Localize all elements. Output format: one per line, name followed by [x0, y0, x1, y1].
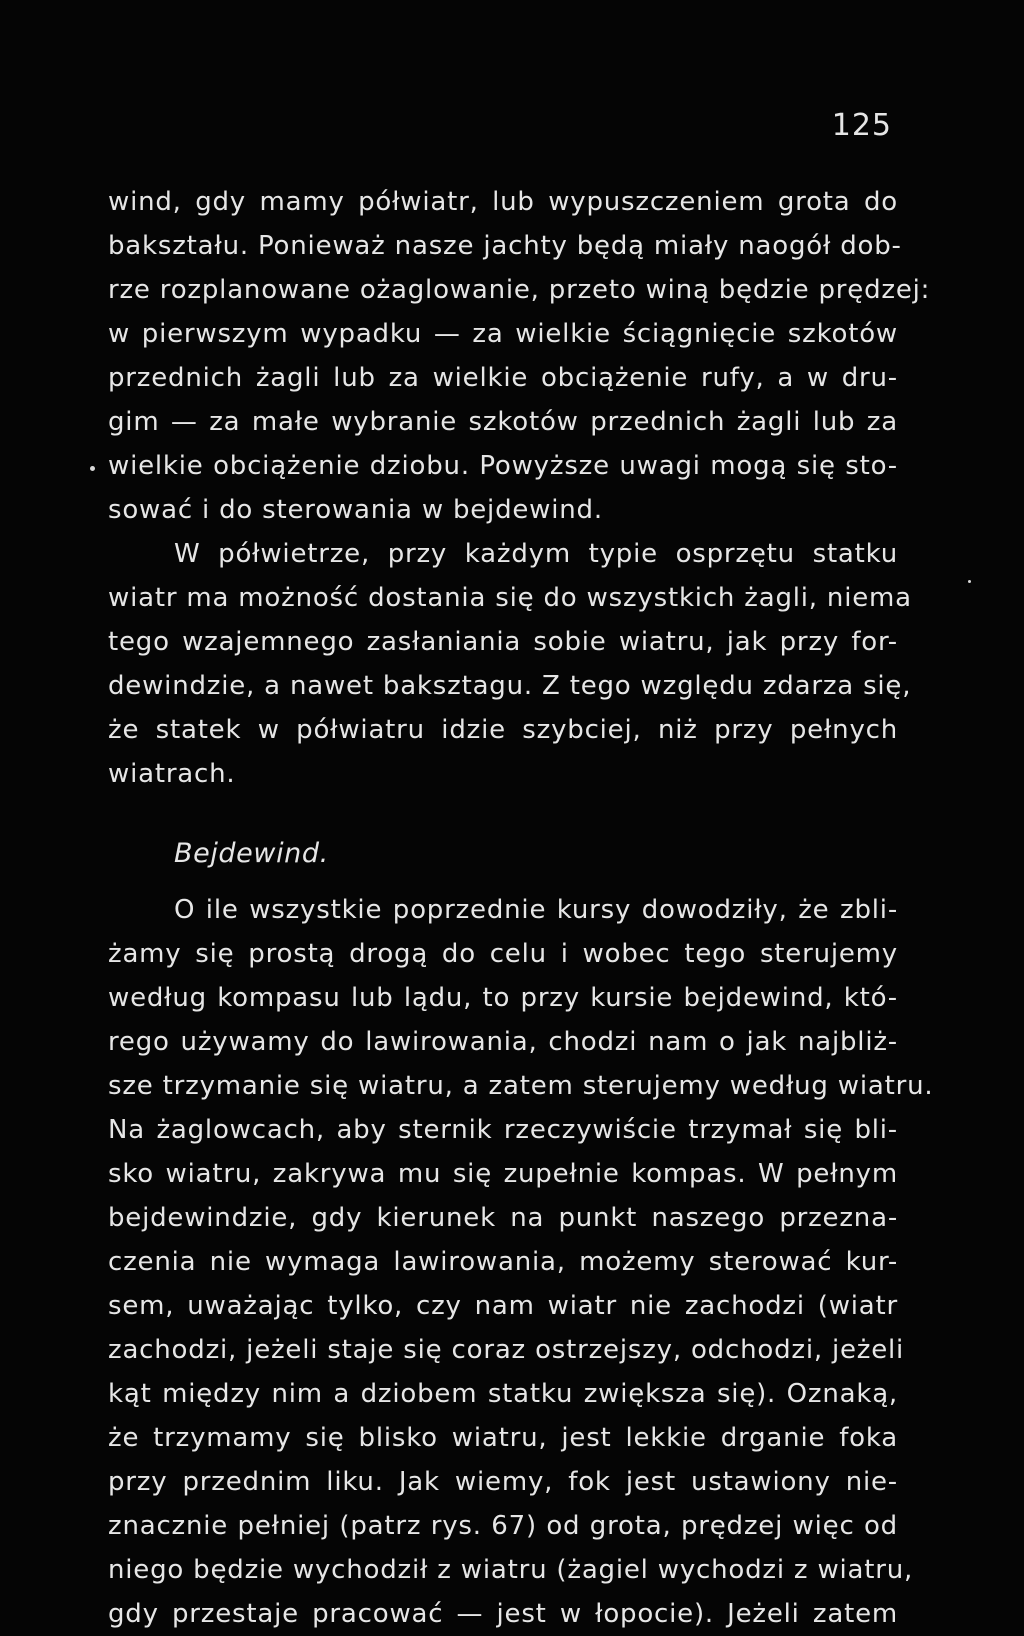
text-line: znacznie pełniej (patrz rys. 67) od grota, prędzej więc od	[108, 1511, 898, 1541]
paragraph-2	[108, 532, 912, 796]
text-line: zachodzi, jeżeli staje się coraz ostrzejszy, odchodzi, jeżeli	[108, 1335, 905, 1365]
text-line: bejdewindzie, gdy kierunek na punkt naszego przezna-	[108, 1203, 898, 1233]
text-line: według kompasu lub lądu, to przy kursie bejdewind, któ-	[108, 983, 898, 1013]
paragraph-1	[108, 180, 931, 532]
text-line: rego używamy do lawirowania, chodzi nam o jak najbliż-	[108, 1027, 898, 1057]
text-line: przednich żagli lub za wielkie obciążenie rufy, a w dru-	[108, 363, 898, 393]
text-line: że statek w półwiatru idzie szybciej, niż przy pełnych	[108, 715, 898, 745]
section-heading: Bejdewind.	[174, 838, 329, 869]
text-line: wiatr ma możność dostania się do wszystkich żagli, niema	[108, 583, 912, 613]
text-line: bakształu. Ponieważ nasze jachty będą miały naogół dob-	[108, 231, 902, 261]
text-line: wind, gdy mamy półwiatr, lub wypuszczeniem grota do	[108, 187, 898, 217]
text-line: rze rozplanowane ożaglowanie, przeto winą będzie prędzej:	[108, 275, 931, 305]
page-number: 125	[831, 108, 892, 143]
text-line: żamy się prostą drogą do celu i wobec tego sterujemy	[108, 939, 898, 969]
text-line: wielkie obciążenie dziobu. Powyższe uwagi mogą się sto-	[108, 451, 898, 481]
text-line: W półwietrze, przy każdym typie osprzętu statku	[174, 539, 898, 569]
text-line: w pierwszym wypadku — za wielkie ściągnięcie szkotów	[108, 319, 898, 349]
text-line: gdy przestaje pracować — jest w łopocie). Jeżeli zatem	[108, 1599, 898, 1629]
text-line: sem, uważając tylko, czy nam wiatr nie zachodzi (wiatr	[108, 1291, 898, 1321]
text-column	[108, 180, 934, 1636]
text-line: dewindzie, a nawet baksztagu. Z tego względu zdarza się,	[108, 671, 912, 701]
text-line: Na żaglowcach, aby sternik rzeczywiście trzymał się bli-	[108, 1115, 898, 1145]
text-line: niego będzie wychodził z wiatru (żagiel wychodzi z wiatru,	[108, 1555, 914, 1585]
text-line: że trzymamy się blisko wiatru, jest lekkie drganie foka	[108, 1423, 898, 1453]
text-line: kąt między nim a dziobem statku zwiększa się). Oznaką,	[108, 1379, 898, 1409]
text-line: tego wzajemnego zasłaniania sobie wiatru, jak przy for-	[108, 627, 898, 657]
text-line: przy przednim liku. Jak wiemy, fok jest ustawiony nie-	[108, 1467, 898, 1497]
margin-mark	[90, 466, 95, 471]
text-line: sować i do sterowania w bejdewind.	[108, 495, 603, 525]
paragraph-3	[108, 888, 934, 1636]
text-line: sze trzymanie się wiatru, a zatem sterujemy według wiatru.	[108, 1071, 934, 1101]
text-line: wiatrach.	[108, 759, 236, 789]
text-line: gim — za małe wybranie szkotów przednich żagli lub za	[108, 407, 898, 437]
text-line: sko wiatru, zakrywa mu się zupełnie kompas. W pełnym	[108, 1159, 898, 1189]
margin-mark	[968, 580, 971, 583]
text-line: O ile wszystkie poprzednie kursy dowodziły, że zbli-	[174, 895, 898, 925]
text-line: czenia nie wymaga lawirowania, możemy sterować kur-	[108, 1247, 898, 1277]
